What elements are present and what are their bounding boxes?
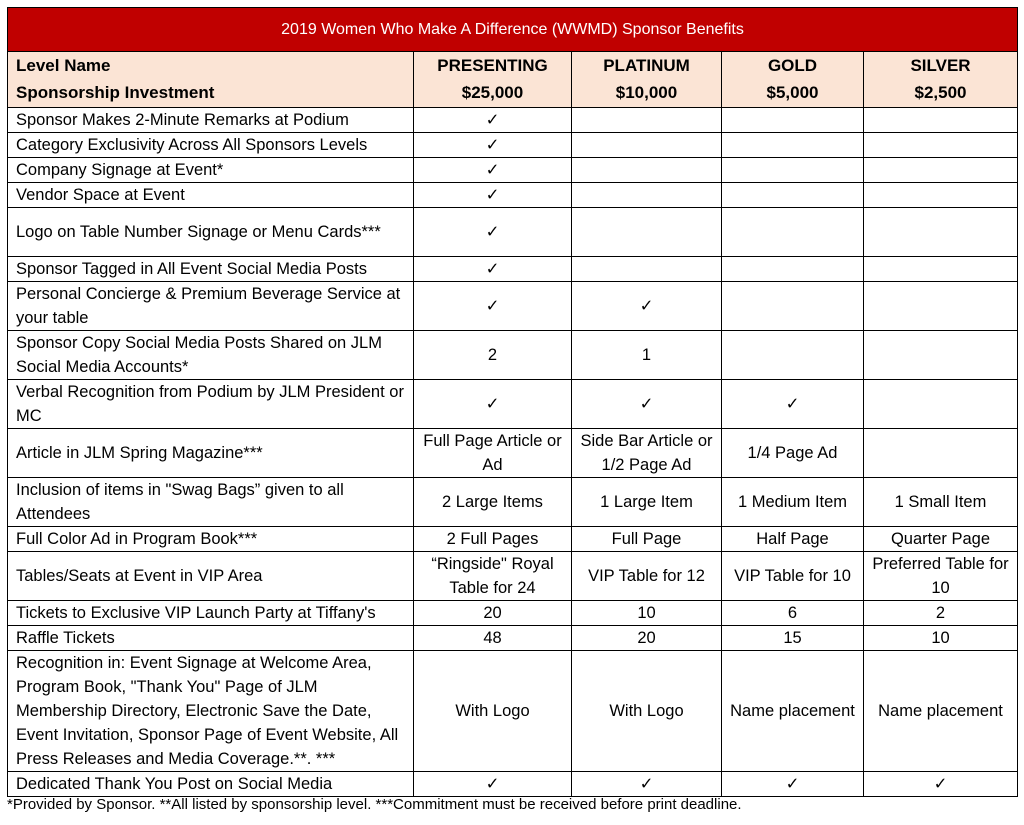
- benefit-value-silver: [864, 331, 1018, 380]
- table-row: [8, 133, 1018, 158]
- benefit-value-silver: [864, 183, 1018, 208]
- benefit-value-silver: [864, 282, 1018, 331]
- level-platinum: PLATINUM: [572, 52, 722, 80]
- benefit-value-platinum: [572, 208, 722, 257]
- benefit-value-gold: Half Page: [722, 527, 864, 552]
- benefit-value-presenting: 2 Full Pages: [414, 527, 572, 552]
- table-row: [8, 380, 1018, 429]
- benefit-value-silver: [864, 208, 1018, 257]
- table-title: 2019 Women Who Make A Difference (WWMD) Sponsor Benefits: [8, 8, 1018, 52]
- benefit-value-gold: Name placement: [722, 651, 864, 772]
- table-row: [8, 772, 1018, 797]
- benefit-label: Sponsor Copy Social Media Posts Shared on JLM Social Media Accounts*: [8, 331, 414, 380]
- benefit-value-platinum: 1: [572, 331, 722, 380]
- price-silver: $2,500: [864, 80, 1018, 108]
- benefit-value-platinum: [572, 158, 722, 183]
- table-row: [8, 108, 1018, 133]
- benefit-value-gold: [722, 158, 864, 183]
- table-row: [8, 331, 1018, 380]
- benefit-value-silver: 2: [864, 601, 1018, 626]
- benefit-value-platinum: ✓: [572, 380, 722, 429]
- benefit-value-presenting: ✓: [414, 158, 572, 183]
- benefit-value-platinum: VIP Table for 12: [572, 552, 722, 601]
- benefit-value-presenting: Full Page Article or Ad: [414, 429, 572, 478]
- benefit-value-presenting: 2 Large Items: [414, 478, 572, 527]
- benefit-value-gold: [722, 183, 864, 208]
- level-presenting: PRESENTING: [414, 52, 572, 80]
- benefit-value-gold: [722, 257, 864, 282]
- benefit-value-silver: 10: [864, 626, 1018, 651]
- benefit-value-presenting: 20: [414, 601, 572, 626]
- price-gold: $5,000: [722, 80, 864, 108]
- benefit-value-platinum: [572, 108, 722, 133]
- benefit-label: Sponsor Makes 2-Minute Remarks at Podium: [8, 108, 414, 133]
- benefit-value-gold: [722, 331, 864, 380]
- table-row: [8, 183, 1018, 208]
- table-row: [8, 527, 1018, 552]
- benefit-value-silver: [864, 133, 1018, 158]
- benefit-value-platinum: Side Bar Article or 1/2 Page Ad: [572, 429, 722, 478]
- benefit-value-platinum: ✓: [572, 772, 722, 797]
- benefit-label: Full Color Ad in Program Book***: [8, 527, 414, 552]
- level-gold: GOLD: [722, 52, 864, 80]
- benefit-value-presenting: With Logo: [414, 651, 572, 772]
- benefit-value-gold: 1 Medium Item: [722, 478, 864, 527]
- benefit-label: Vendor Space at Event: [8, 183, 414, 208]
- table-row: [8, 208, 1018, 257]
- benefit-value-gold: [722, 282, 864, 331]
- table-row: [8, 158, 1018, 183]
- investment-label: Sponsorship Investment: [8, 80, 414, 108]
- benefit-value-presenting: ✓: [414, 208, 572, 257]
- benefit-value-presenting: ✓: [414, 133, 572, 158]
- benefit-value-gold: 15: [722, 626, 864, 651]
- benefit-value-platinum: 1 Large Item: [572, 478, 722, 527]
- benefit-value-silver: ✓: [864, 772, 1018, 797]
- benefit-label: Sponsor Tagged in All Event Social Media Posts: [8, 257, 414, 282]
- benefit-label: Company Signage at Event*: [8, 158, 414, 183]
- benefit-label: Category Exclusivity Across All Sponsors Levels: [8, 133, 414, 158]
- benefit-value-gold: [722, 208, 864, 257]
- benefit-label: Raffle Tickets: [8, 626, 414, 651]
- benefit-label: Logo on Table Number Signage or Menu Cards***: [8, 208, 414, 257]
- table-row: [8, 257, 1018, 282]
- benefit-label: Verbal Recognition from Podium by JLM President or MC: [8, 380, 414, 429]
- benefit-value-platinum: With Logo: [572, 651, 722, 772]
- table-row: [8, 651, 1018, 772]
- benefit-label: Tickets to Exclusive VIP Launch Party at Tiffany's: [8, 601, 414, 626]
- benefit-value-silver: Name placement: [864, 651, 1018, 772]
- benefit-value-gold: ✓: [722, 380, 864, 429]
- benefit-value-presenting: ✓: [414, 257, 572, 282]
- benefit-value-platinum: [572, 133, 722, 158]
- benefit-value-silver: [864, 257, 1018, 282]
- table-row: [8, 626, 1018, 651]
- sponsor-benefits-table-container: [7, 7, 1017, 797]
- benefit-value-platinum: 10: [572, 601, 722, 626]
- benefit-label: Inclusion of items in "Swag Bags” given to all Attendees: [8, 478, 414, 527]
- benefit-value-silver: [864, 380, 1018, 429]
- benefit-value-presenting: ✓: [414, 380, 572, 429]
- sponsor-benefits-table: [7, 7, 1018, 797]
- footnote: *Provided by Sponsor. **All listed by sponsorship level. ***Commitment must be received before print deadline.: [7, 796, 742, 813]
- benefit-label: Article in JLM Spring Magazine***: [8, 429, 414, 478]
- benefit-value-silver: 1 Small Item: [864, 478, 1018, 527]
- benefit-value-presenting: 2: [414, 331, 572, 380]
- benefit-label: Recognition in: Event Signage at Welcome Area, Program Book, "Thank You" Page of JLM Membership Directory, Electronic Save the Date, Event Invitation, Sponsor Page of Event Website, All Press Releases and Media Coverage.**. ***: [8, 651, 414, 772]
- benefit-value-presenting: ✓: [414, 772, 572, 797]
- benefit-value-gold: 1/4 Page Ad: [722, 429, 864, 478]
- benefit-value-silver: Quarter Page: [864, 527, 1018, 552]
- benefit-value-presenting: ✓: [414, 108, 572, 133]
- benefit-value-gold: VIP Table for 10: [722, 552, 864, 601]
- table-row: [8, 478, 1018, 527]
- benefit-value-silver: Preferred Table for 10: [864, 552, 1018, 601]
- benefit-value-gold: [722, 133, 864, 158]
- benefit-value-platinum: 20: [572, 626, 722, 651]
- benefit-value-gold: 6: [722, 601, 864, 626]
- benefit-label: Dedicated Thank You Post on Social Media: [8, 772, 414, 797]
- table-row: [8, 429, 1018, 478]
- benefit-value-silver: [864, 158, 1018, 183]
- benefit-value-presenting: ✓: [414, 282, 572, 331]
- table-row: [8, 601, 1018, 626]
- benefit-value-silver: [864, 429, 1018, 478]
- benefit-label: Tables/Seats at Event in VIP Area: [8, 552, 414, 601]
- benefit-value-presenting: “Ringside" Royal Table for 24: [414, 552, 572, 601]
- table-row: [8, 282, 1018, 331]
- benefit-value-silver: [864, 108, 1018, 133]
- level-silver: SILVER: [864, 52, 1018, 80]
- benefit-value-gold: [722, 108, 864, 133]
- benefit-value-platinum: [572, 257, 722, 282]
- benefit-value-presenting: ✓: [414, 183, 572, 208]
- benefit-value-gold: ✓: [722, 772, 864, 797]
- price-platinum: $10,000: [572, 80, 722, 108]
- benefit-value-presenting: 48: [414, 626, 572, 651]
- table-row: [8, 552, 1018, 601]
- benefit-value-platinum: Full Page: [572, 527, 722, 552]
- level-name-label: Level Name: [8, 52, 414, 80]
- benefit-value-platinum: ✓: [572, 282, 722, 331]
- benefit-value-platinum: [572, 183, 722, 208]
- price-presenting: $25,000: [414, 80, 572, 108]
- benefit-label: Personal Concierge & Premium Beverage Service at your table: [8, 282, 414, 331]
